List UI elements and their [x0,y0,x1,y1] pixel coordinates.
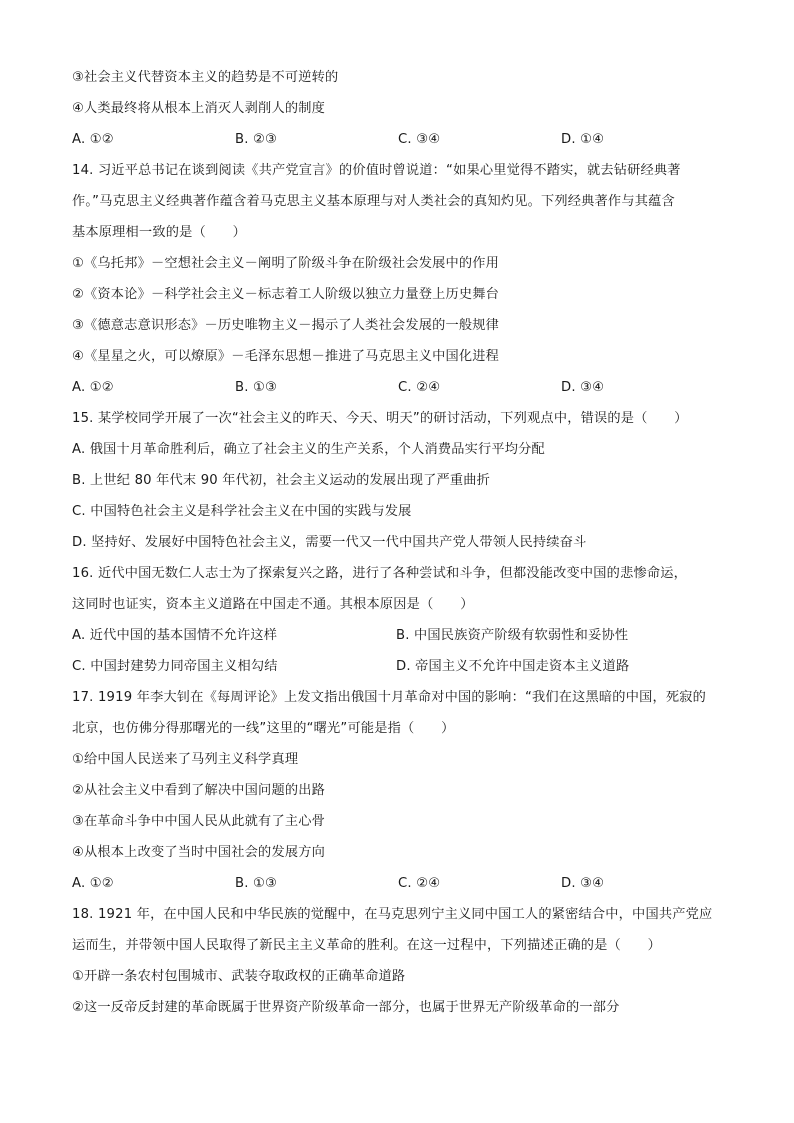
q14-statement-4: ④《星星之火，可以燎原》－毛泽东思想－推进了马克思主义中国化进程 [72,349,500,364]
q16-options-row-1 [72,620,732,651]
q13-options [72,124,732,155]
q17-option-b: B. ①③ [235,876,278,891]
q13-statement-3: ③社会主义代替资本主义的趋势是不可逆转的 [72,70,339,85]
q14-option-b: B. ①③ [235,380,278,395]
q17-statement-1: ①给中国人民送来了马列主义科学真理 [72,752,299,767]
q15-option-c: C. 中国特色社会主义是科学社会主义在中国的实践与发展 [72,504,412,519]
q17-statement-3: ③在革命斗争中中国人民从此就有了主心骨 [72,814,325,829]
q17-statement-2: ②从社会主义中看到了解决中国问题的出路 [72,783,325,798]
q14-statement-2: ②《资本论》－科学社会主义－标志着工人阶级以独立力量登上历史舞台 [72,287,500,302]
q13-option-c: C. ③④ [398,132,441,147]
question-17 [72,682,732,899]
q15-option-b: B. 上世纪 80 年代末 90 年代初，社会主义运动的发展出现了严重曲折 [72,473,491,488]
q14-option-c: C. ②④ [398,380,441,395]
q17-options [72,868,732,899]
q16-stem-line-1: 16. 近代中国无数仁人志士为了探索复兴之路，进行了各种尝试和斗争，但都没能改变中国的悲惨命运， [72,566,688,581]
question-13-tail [72,62,732,155]
q14-statement-3: ③《德意志意识形态》－历史唯物主义－揭示了人类社会发展的一般规律 [72,318,500,333]
q18-stem-line-1: 18. 1921 年，在中国人民和中华民族的觉醒中，在马克思列宁主义同中国工人的紧密结合中，中国共产党应 [72,907,713,922]
q14-stem-line-1: 14. 习近平总书记在谈到阅读《共产党宣言》的价值时曾说道：“如果心里觉得不踏实，就去钻研经典著 [72,163,681,178]
question-16 [72,558,732,682]
q14-option-d: D. ③④ [561,380,605,395]
q15-stem-line-1: 15. 某学校同学开展了一次“社会主义的昨天、今天、明天”的研讨活动，下列观点中，错误的是（ ） [72,411,688,426]
exam-page [72,62,732,1023]
q16-options-row-2 [72,651,732,682]
q17-option-d: D. ③④ [561,876,605,891]
q17-option-c: C. ②④ [398,876,441,891]
q14-option-a: A. ①② [72,380,114,395]
q17-stem-line-1: 17. 1919 年李大钊在《每周评论》上发文指出俄国十月革命对中国的影响：“我们在这黑暗的中国，死寂的 [72,690,707,705]
q18-stem-line-2: 运而生，并带领中国人民取得了新民主主义革命的胜利。在这一过程中，下列描述正确的是（ ） [72,938,662,953]
q13-option-d: D. ①④ [561,132,605,147]
question-15 [72,403,732,558]
question-18 [72,899,732,1023]
q13-option-b: B. ②③ [235,132,278,147]
q14-stem-line-2: 作。”马克思主义经典著作蕴含着马克思主义基本原理与对人类社会的真知灼见。下列经典著作与其蕴含 [72,194,675,209]
question-14 [72,155,732,403]
q16-stem-line-2: 这同时也证实，资本主义道路在中国走不通。其根本原因是（ ） [72,597,474,612]
q18-statement-2: ②这一反帝反封建的革命既属于世界资产阶级革命一部分，也属于世界无产阶级革命的一部分 [72,1000,620,1015]
q18-statement-1: ①开辟一条农村包围城市、武装夺取政权的正确革命道路 [72,969,406,984]
q14-stem-line-3: 基本原理相一致的是（ ） [72,225,247,240]
q16-option-a: A. 近代中国的基本国情不允许这样 [72,628,278,643]
q15-option-a: A. 俄国十月革命胜利后，确立了社会主义的生产关系，个人消费品实行平均分配 [72,442,545,457]
q13-statement-4: ④人类最终将从根本上消灭人剥削人的制度 [72,101,325,116]
q17-stem-line-2: 北京，也仿佛分得那曙光的一线”这里的“曙光”可能是指（ ） [72,721,455,736]
q14-statement-1: ①《乌托邦》－空想社会主义－阐明了阶级斗争在阶级社会发展中的作用 [72,256,500,271]
q16-option-d: D. 帝国主义不允许中国走资本主义道路 [396,659,630,674]
q13-option-a: A. ①② [72,132,114,147]
q14-options [72,372,732,403]
q15-option-d: D. 坚持好、发展好中国特色社会主义，需要一代又一代中国共产党人带领人民持续奋斗 [72,535,587,550]
q17-statement-4: ④从根本上改变了当时中国社会的发展方向 [72,845,325,860]
q17-option-a: A. ①② [72,876,114,891]
q16-option-b: B. 中国民族资产阶级有软弱性和妥协性 [396,628,629,643]
q16-option-c: C. 中国封建势力同帝国主义相勾结 [72,659,278,674]
